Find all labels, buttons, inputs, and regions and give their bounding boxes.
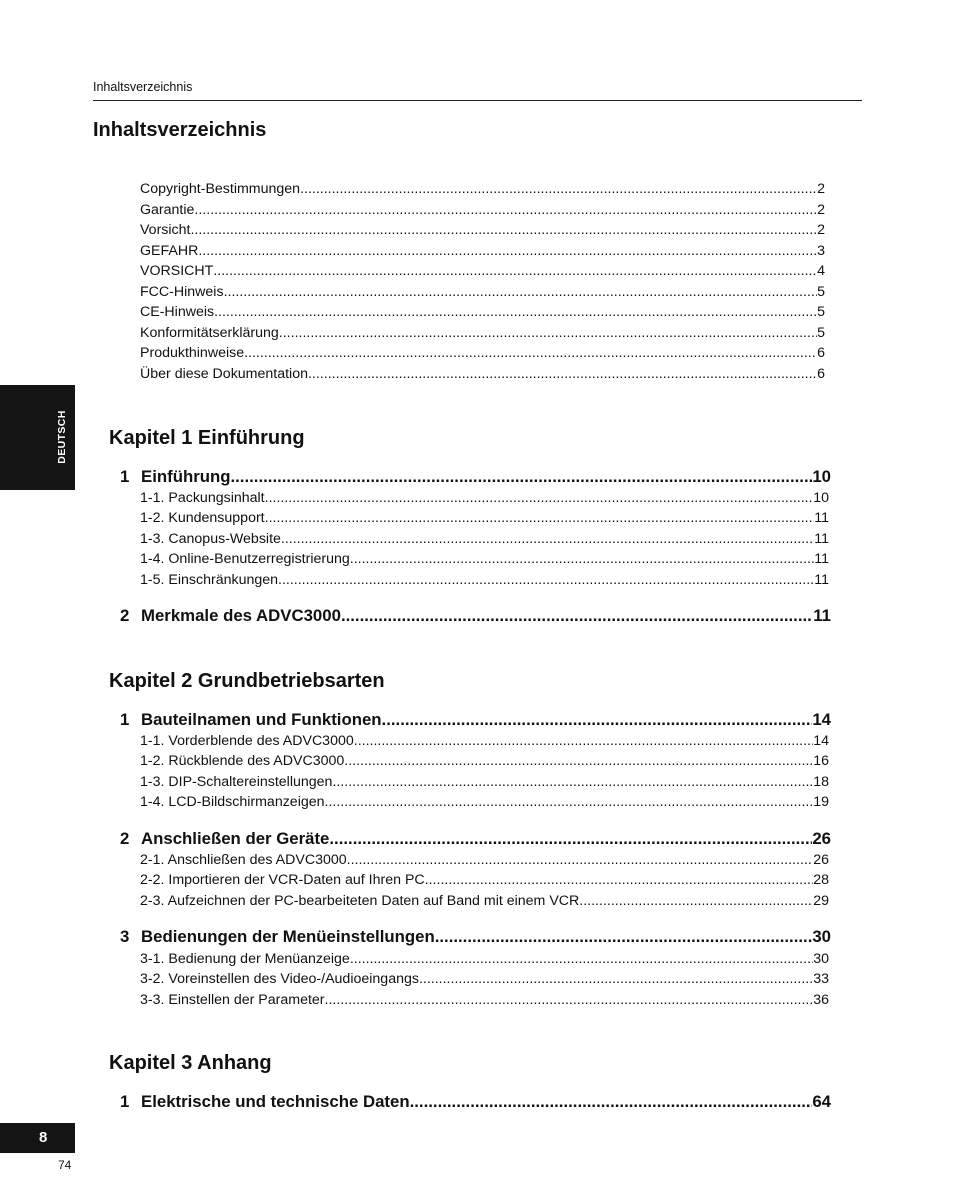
toc-entry-page: 6 bbox=[817, 345, 825, 361]
toc-section-einfuehrung[interactable] bbox=[120, 467, 831, 489]
toc-entry-page: 2 bbox=[817, 222, 825, 238]
dot-leader bbox=[579, 893, 813, 909]
dot-leader bbox=[332, 774, 813, 790]
toc-section-number: 1 bbox=[120, 710, 130, 729]
toc-entry-label: 1-2. Kundensupport bbox=[140, 510, 265, 526]
dot-leader bbox=[224, 284, 818, 300]
toc-section-page: 64 bbox=[812, 1092, 831, 1111]
toc-section-page: 30 bbox=[812, 927, 831, 946]
toc-subentry[interactable] bbox=[140, 971, 829, 991]
toc-section-number: 2 bbox=[120, 829, 130, 848]
toc-entry-label: FCC-Hinweis bbox=[140, 284, 224, 300]
dot-leader bbox=[230, 467, 812, 487]
running-header: Inhaltsverzeichnis bbox=[93, 80, 193, 94]
dot-leader bbox=[198, 243, 817, 259]
dot-leader bbox=[350, 951, 813, 967]
dot-leader bbox=[281, 531, 814, 547]
toc-entry-vorsicht-caps[interactable] bbox=[140, 263, 825, 283]
toc-section-number: 1 bbox=[120, 1092, 130, 1111]
toc-subentry[interactable] bbox=[140, 551, 829, 571]
toc-subentry[interactable] bbox=[140, 893, 829, 913]
toc-entry-page: 2 bbox=[817, 202, 825, 218]
toc-section-menueeinstellungen[interactable] bbox=[120, 927, 831, 949]
dot-leader bbox=[194, 202, 817, 218]
toc-entry-label: VORSICHT bbox=[140, 263, 214, 279]
dot-leader bbox=[382, 710, 813, 730]
dot-leader bbox=[279, 325, 817, 341]
page-number-box bbox=[0, 1123, 75, 1153]
toc-entry-page: 30 bbox=[813, 951, 829, 967]
toc-entry-page: 2 bbox=[817, 181, 825, 197]
toc-subentry[interactable] bbox=[140, 872, 829, 892]
toc-entry-page: 26 bbox=[813, 852, 829, 868]
toc-section-number: 2 bbox=[120, 606, 130, 625]
toc-entry-label: 2-1. Anschließen des ADVC3000 bbox=[140, 852, 347, 868]
toc-entry-label: 1-4. LCD-Bildschirmanzeigen bbox=[140, 794, 325, 810]
toc-section-label: Merkmale des ADVC3000 bbox=[141, 606, 341, 625]
toc-entry-label: 2-2. Importieren der VCR-Daten auf Ihren PC bbox=[140, 872, 425, 888]
toc-section-merkmale[interactable] bbox=[120, 606, 831, 628]
toc-entry-label: 1-1. Vorderblende des ADVC3000 bbox=[140, 733, 354, 749]
toc-entry-page: 16 bbox=[813, 753, 829, 769]
dot-leader bbox=[265, 490, 814, 506]
dot-leader bbox=[410, 1092, 813, 1112]
toc-entry-page: 11 bbox=[814, 572, 829, 588]
toc-entry-vorsicht[interactable] bbox=[140, 222, 825, 242]
dot-leader bbox=[350, 551, 815, 567]
toc-section-page: 26 bbox=[812, 829, 831, 848]
toc-entry-label: 1-3. Canopus-Website bbox=[140, 531, 281, 547]
toc-entry-garantie[interactable] bbox=[140, 202, 825, 222]
language-tab-label: DEUTSCH bbox=[56, 410, 68, 464]
chapter-heading: Kapitel 2 Grundbetriebsarten bbox=[109, 670, 385, 692]
toc-section-number: 3 bbox=[120, 927, 130, 946]
toc-entry-dokumentation[interactable] bbox=[140, 366, 825, 386]
toc-entry-page: 33 bbox=[813, 971, 829, 987]
dot-leader bbox=[347, 852, 814, 868]
toc-entry-label: CE-Hinweis bbox=[140, 304, 215, 320]
toc-subentry[interactable] bbox=[140, 992, 829, 1012]
toc-section-label: Bauteilnamen und Funktionen bbox=[141, 710, 382, 729]
dot-leader bbox=[213, 263, 817, 279]
toc-subentry[interactable] bbox=[140, 852, 829, 872]
toc-entry-label: GEFAHR bbox=[140, 243, 199, 259]
toc-entry-page: 4 bbox=[817, 263, 825, 279]
toc-subentry[interactable] bbox=[140, 531, 829, 551]
dot-leader bbox=[419, 971, 813, 987]
dot-leader bbox=[278, 572, 814, 588]
dot-leader bbox=[425, 872, 814, 888]
toc-entry-page: 11 bbox=[814, 531, 829, 547]
toc-entry-page: 11 bbox=[814, 551, 829, 567]
toc-section-label: Bedienungen der Menüeinstellungen bbox=[141, 927, 435, 946]
toc-entry-label: 1-1. Packungsinhalt bbox=[140, 490, 265, 506]
toc-subentry[interactable] bbox=[140, 733, 829, 753]
dot-leader bbox=[325, 992, 814, 1008]
toc-entry-fcc[interactable] bbox=[140, 284, 825, 304]
toc-subentry[interactable] bbox=[140, 753, 829, 773]
toc-entry-label: 2-3. Aufzeichnen der PC-bearbeiteten Daten auf Band mit einem VCR bbox=[140, 893, 580, 909]
page-title: Inhaltsverzeichnis bbox=[93, 119, 267, 141]
dot-leader bbox=[354, 733, 813, 749]
toc-section-page: 14 bbox=[812, 710, 831, 729]
chapter-heading: Kapitel 3 Anhang bbox=[109, 1052, 272, 1074]
toc-entry-label: 1-2. Rückblende des ADVC3000 bbox=[140, 753, 345, 769]
toc-entry-label: Copyright-Bestimmungen bbox=[140, 181, 301, 197]
toc-entry-page: 28 bbox=[813, 872, 829, 888]
toc-entry-label: 1-5. Einschränkungen bbox=[140, 572, 279, 588]
toc-section-technische-daten[interactable] bbox=[120, 1092, 831, 1114]
dot-leader bbox=[308, 366, 817, 382]
toc-entry-page: 5 bbox=[817, 325, 825, 341]
toc-entry-page: 11 bbox=[814, 510, 829, 526]
toc-entry-copyright[interactable] bbox=[140, 181, 825, 201]
toc-section-label: Anschließen der Geräte bbox=[141, 829, 330, 848]
dot-leader bbox=[265, 510, 815, 526]
toc-entry-page: 3 bbox=[817, 243, 825, 259]
toc-entry-label: Über diese Dokumentation bbox=[140, 366, 308, 382]
toc-entry-label: 1-4. Online-Benutzerregistrierung bbox=[140, 551, 350, 567]
toc-entry-label: Produkthinweise bbox=[140, 345, 245, 361]
toc-section-page: 10 bbox=[812, 467, 831, 486]
toc-section-page: 11 bbox=[813, 606, 831, 625]
toc-section-anschliessen[interactable] bbox=[120, 829, 831, 851]
toc-section-label: Einführung bbox=[141, 467, 231, 486]
toc-entry-konformitaet[interactable] bbox=[140, 325, 825, 345]
header-rule bbox=[93, 100, 862, 101]
original-page-number: 74 bbox=[58, 1158, 72, 1172]
toc-entry-label: Garantie bbox=[140, 202, 195, 218]
toc-entry-label: 3-2. Voreinstellen des Video-/Audioeingangs bbox=[140, 971, 419, 987]
dot-leader bbox=[190, 222, 817, 238]
toc-entry-page: 6 bbox=[817, 366, 825, 382]
toc-entry-label: 3-1. Bedienung der Menüanzeige bbox=[140, 951, 350, 967]
toc-entry-page: 5 bbox=[817, 304, 825, 320]
toc-subentry[interactable] bbox=[140, 510, 829, 530]
toc-subentry[interactable] bbox=[140, 951, 829, 971]
dot-leader bbox=[214, 304, 817, 320]
toc-entry-page: 10 bbox=[813, 490, 829, 506]
dot-leader bbox=[244, 345, 817, 361]
toc-entry-page: 5 bbox=[817, 284, 825, 300]
toc-section-number: 1 bbox=[120, 467, 130, 486]
toc-subentry[interactable] bbox=[140, 572, 829, 592]
toc-section-bauteilnamen[interactable] bbox=[120, 710, 831, 732]
dot-leader bbox=[329, 829, 812, 849]
toc-subentry[interactable] bbox=[140, 774, 829, 794]
dot-leader bbox=[344, 753, 813, 769]
toc-entry-gefahr[interactable] bbox=[140, 243, 825, 263]
toc-entry-label: Vorsicht bbox=[140, 222, 191, 238]
toc-entry-page: 36 bbox=[813, 992, 829, 1008]
toc-section-label: Elektrische und technische Daten bbox=[141, 1092, 410, 1111]
dot-leader bbox=[435, 927, 813, 947]
chapter-heading: Kapitel 1 Einführung bbox=[109, 427, 305, 449]
toc-entry-ce[interactable] bbox=[140, 304, 825, 324]
dot-leader bbox=[300, 181, 817, 197]
toc-entry-page: 29 bbox=[813, 893, 829, 909]
toc-subentry[interactable] bbox=[140, 490, 829, 510]
dot-leader bbox=[341, 606, 813, 626]
toc-entry-produkthinweise[interactable] bbox=[140, 345, 825, 365]
toc-entry-label: Konformitätserklärung bbox=[140, 325, 279, 341]
page-number: 8 bbox=[39, 1129, 48, 1146]
toc-subentry[interactable] bbox=[140, 794, 829, 814]
toc-entry-page: 18 bbox=[813, 774, 829, 790]
dot-leader bbox=[325, 794, 814, 810]
toc-entry-label: 3-3. Einstellen der Parameter bbox=[140, 992, 325, 1008]
toc-entry-label: 1-3. DIP-Schaltereinstellungen bbox=[140, 774, 333, 790]
toc-entry-page: 19 bbox=[813, 794, 829, 810]
toc-entry-page: 14 bbox=[813, 733, 829, 749]
